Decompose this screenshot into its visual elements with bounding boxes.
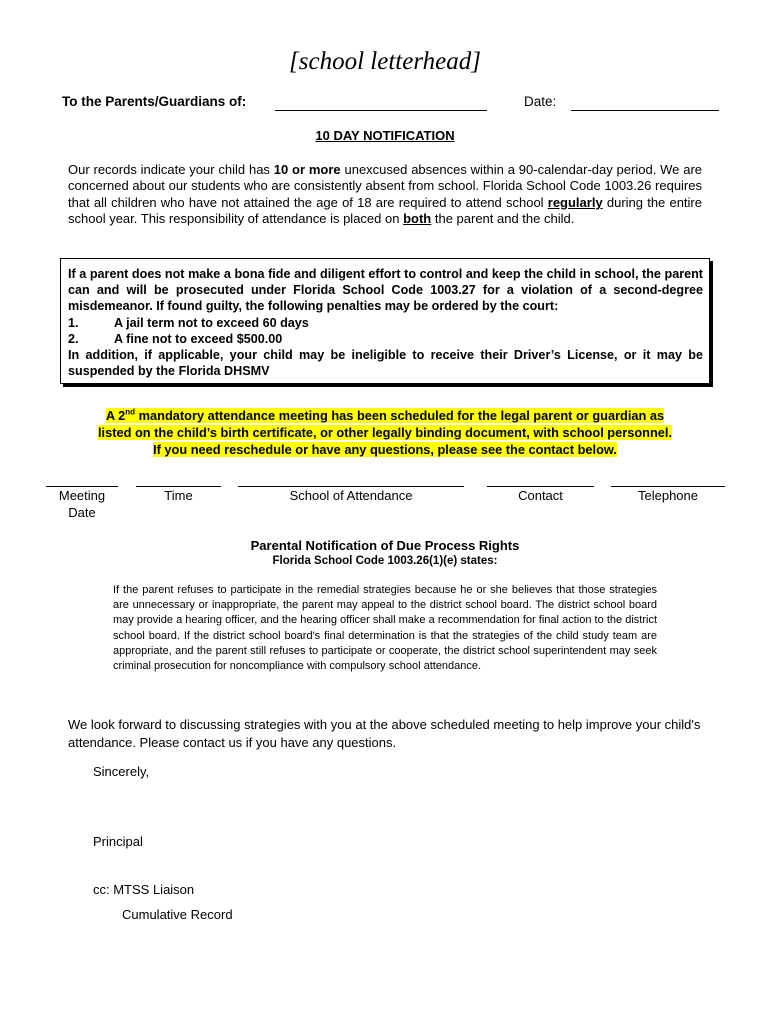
due-process-subtitle: Florida School Code 1003.26(1)(e) states: — [272, 555, 498, 567]
intro-paragraph: Our records indicate your child has 10 or more unexcused absences within a 90-calendar-day period. We are concerned about our students who are consistently absent from school. Florida School Code 1003.26 requires that all children who have not attained the age of 18 are required to attend school regularly during the entire school year. This responsibility of attendance is placed on both the parent and the child. — [68, 162, 703, 227]
meeting-date-label: Meeting Date — [58, 488, 106, 520]
due-process-quote: If the parent refuses to participate in the remedial strategies because he or she believes that those strategies are unnecessary or inappropriate, the parent may appeal to the district school board. The district school board may provide a hearing officer, and the hearing officer shall make a recommendation for final action to the district school board. If the district school board's final determination is that the strategies of the child study team are appropriate, and the parent still refuses to participate or cooperate, the district school superintendent may seek criminal prosecution for noncompliance with compulsory school attendance. — [113, 584, 657, 673]
school-line[interactable] — [238, 486, 464, 487]
penalty-warning-box — [60, 258, 710, 384]
telephone-label: Telephone — [638, 488, 698, 503]
warning-footer: In addition, if applicable, your child may be ineligible to receive their Driver’s License, or it may be suspended by the Florida DHSMV — [68, 348, 703, 379]
due-process-title: Parental Notification of Due Process Rights — [250, 538, 520, 553]
time-line[interactable] — [136, 486, 221, 487]
meeting-notice: A 2nd mandatory attendance meeting has been scheduled for the legal parent or guardian as listed on the child’s birth certificate, or other legally binding document, with school personnel. If you need reschedule or have any questions, please see the contact below. — [97, 408, 673, 458]
absence-count-emphasis: 10 or more — [273, 162, 341, 177]
principal-signature: Principal — [93, 834, 143, 849]
time-label: Time — [164, 488, 193, 503]
penalty-item: 1. A jail term not to exceed 60 days — [68, 315, 309, 330]
parent-name-blank-line[interactable] — [275, 110, 487, 111]
contact-label: Contact — [518, 488, 563, 503]
school-letterhead: [school letterhead] — [289, 48, 481, 75]
cc-line: cc: MTSS Liaison — [93, 882, 195, 897]
sincerely: Sincerely, — [93, 764, 150, 779]
cc-second: Cumulative Record — [122, 907, 233, 922]
closing-paragraph: We look forward to discussing strategies with you at the above scheduled meeting to help improve your child's attendance. Please contact us if you have any questions. — [68, 717, 701, 750]
warning-text: If a parent does not make a bona fide and diligent effort to control and keep the child in school, the parent can and will be prosecuted under Florida School Code 1003.27 for a violation of a second-degree misdemeanor. If found guilty, the following penalties may be ordered by the court: — [68, 267, 703, 314]
both-emphasis: both — [403, 211, 432, 227]
date-label: Date: — [524, 94, 557, 109]
meeting-date-line[interactable] — [46, 486, 118, 487]
telephone-line[interactable] — [611, 486, 725, 487]
school-label: School of Attendance — [289, 488, 413, 503]
notification-title: 10 DAY NOTIFICATION — [315, 128, 455, 143]
to-parents-label: To the Parents/Guardians of: — [62, 94, 247, 109]
regularly-emphasis: regularly — [547, 194, 603, 210]
date-blank-line[interactable] — [571, 110, 719, 111]
contact-line[interactable] — [487, 486, 594, 487]
penalty-item: 2. A fine not to exceed $500.00 — [68, 331, 283, 346]
